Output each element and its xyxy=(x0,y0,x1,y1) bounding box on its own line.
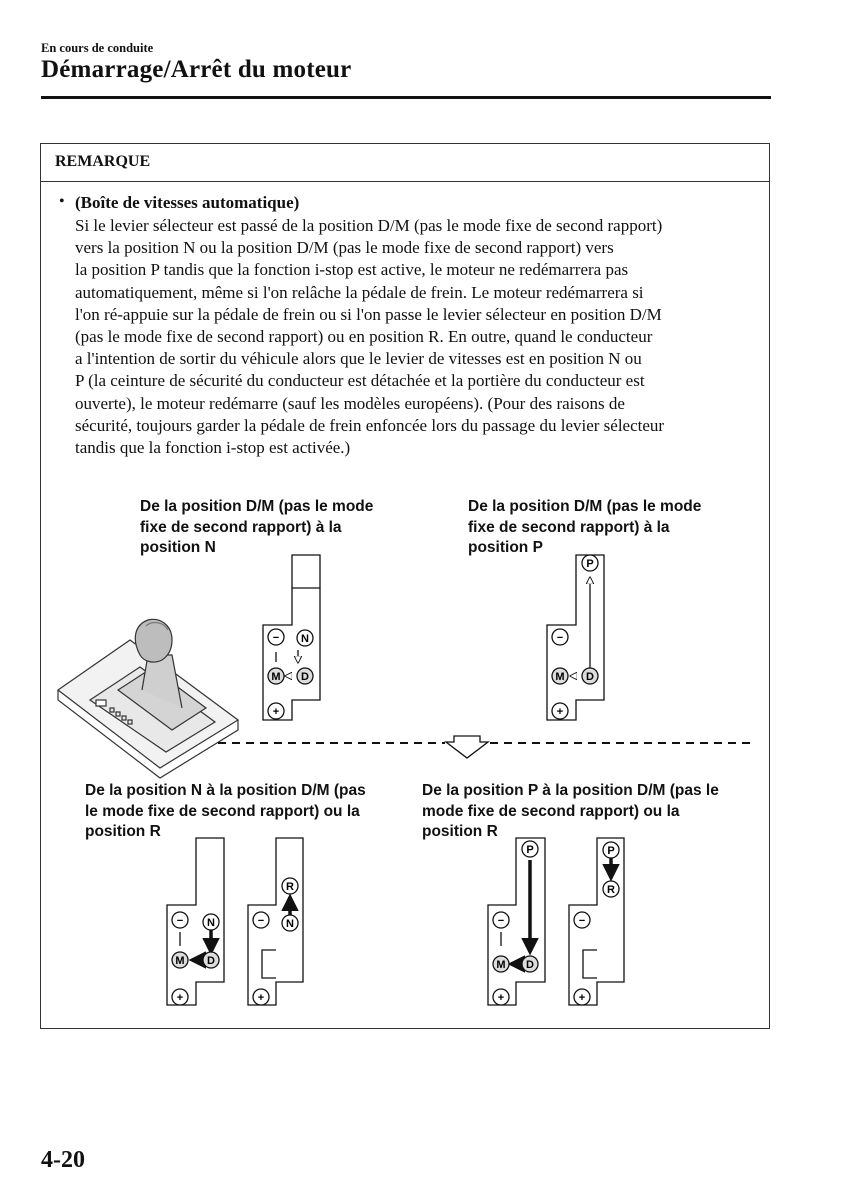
gate4-minus-label: − xyxy=(257,915,265,927)
gate6-r-label: R xyxy=(607,884,615,896)
caption-dm-to-p: De la position D/M (pas le mode fixe de second rapport) à la position P xyxy=(468,498,702,556)
gate6-minus-label: − xyxy=(578,915,586,927)
gate4-r-label: R xyxy=(286,881,294,893)
page-title: Démarrage/Arrêt du moteur xyxy=(41,56,352,83)
gate3-m-label: M xyxy=(175,955,185,967)
gate1-d-label: D xyxy=(301,671,309,683)
gate1-n-label: N xyxy=(301,633,309,645)
caption-n-to-dm-r: De la position N à la position D/M (pas le mode fixe de second rapport) ou la position R xyxy=(85,782,366,840)
gate2-m-label: M xyxy=(555,671,565,683)
gate1-plus-label: + xyxy=(272,706,280,718)
note-body: Si le levier sélecteur est passé de la position D/M (pas le mode fixe de second rapport) vers la position N ou la position D/M (pas le mode fixe de second rapport) vers la position P tandis que la fonction i-stop est active, le moteur ne redémarrera pas automatiquement, même si l'on relâche la pédale de frein. Le moteur redémarrera si l'on ré-appuie sur la pédale de frein ou si l'on passe le levier sélecteur en position D/M (pas le mode fixe de second rapport) ou en position R. En outre, quand le conducteur a l'intention de sortir du véhicule alors que le levier de vitesses est en position N ou P (la ceinture de sécurité du conducteur est détachée et la portière du conducteur est ouverte), le moteur redémarre (sauf les modèles européens). (Pour des raisons de sécurité, toujours garder la pédale de frein enfoncée lors du passage du levier sélecteur tandis que la fonction i-stop est activée.) xyxy=(75,216,665,458)
gate1-minus-label: − xyxy=(272,632,280,644)
gate3-d-label: D xyxy=(207,955,215,967)
gate4-plus-label: + xyxy=(257,992,265,1004)
gate2-d-label: D xyxy=(586,671,594,683)
gate3-plus-label: + xyxy=(176,992,184,1004)
gate6-p-label: P xyxy=(607,845,615,857)
gate5-m-label: M xyxy=(496,959,506,971)
note-heading: REMARQUE xyxy=(55,153,151,170)
gate2-p-label: P xyxy=(586,558,594,570)
page-number: 4-20 xyxy=(41,1147,85,1173)
gate3-minus-label: − xyxy=(176,915,184,927)
caption-p-to-dm-r: De la position P à la position D/M (pas le mode fixe de second rapport) ou la position R xyxy=(422,782,719,840)
transition-divider xyxy=(218,736,752,758)
note-bullet: • xyxy=(59,193,65,210)
gear-lever-illustration xyxy=(58,619,238,778)
gate2-minus-label: − xyxy=(556,632,564,644)
gate5-d-label: D xyxy=(526,959,534,971)
gate5-p-label: P xyxy=(526,844,534,856)
gate3-n-label: N xyxy=(207,917,215,929)
note-subheading: (Boîte de vitesses automatique) xyxy=(75,193,300,212)
gate5-minus-label: − xyxy=(497,915,505,927)
caption-dm-to-n: De la position D/M (pas le mode fixe de second rapport) à la position N xyxy=(140,498,374,556)
section-label: En cours de conduite xyxy=(41,41,154,55)
gate6-plus-label: + xyxy=(578,992,586,1004)
gate1-m-label: M xyxy=(271,671,281,683)
gate5-plus-label: + xyxy=(497,992,505,1004)
gate4-n-label: N xyxy=(286,918,294,930)
gate2-plus-label: + xyxy=(556,706,564,718)
